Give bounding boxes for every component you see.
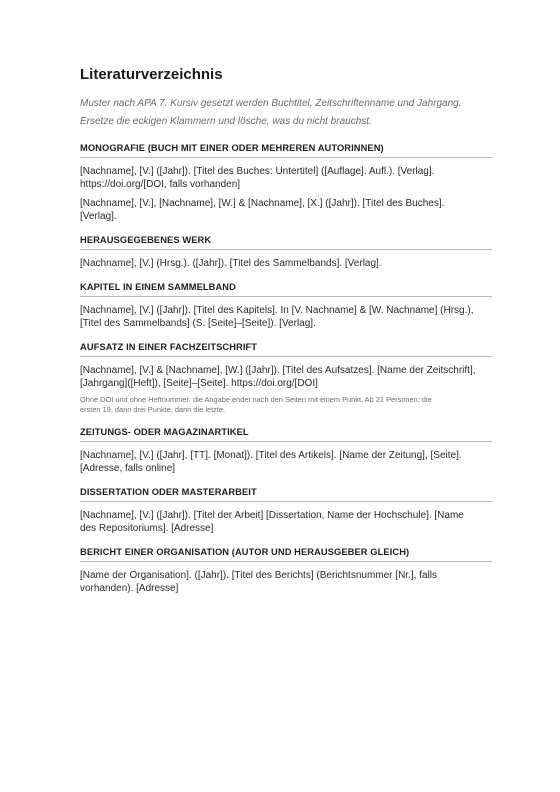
reference-entry xyxy=(80,509,492,535)
reference-entry xyxy=(80,304,492,330)
reference-entry xyxy=(80,257,492,270)
section-heading: AUFSATZ IN EINER FACHZEITSCHRIFT xyxy=(80,342,492,357)
reference-entry-line: [Adresse, falls online] xyxy=(80,463,176,474)
reference-entry-line: [Name der Organisation]. ([Jahr]). [Titel des Berichts] (Berichtsnummer [Nr.], falls xyxy=(80,570,437,581)
intro-line: Ersetze die eckigen Klammern und lösche, was du nicht brauchst. xyxy=(80,116,372,127)
reference-entry-line: [Nachname], [V.] ([Jahr]). [Titel des Buches: Untertitel] ([Auflage]. Aufl.). [Verlag]. xyxy=(80,166,435,177)
reference-entry xyxy=(80,165,492,191)
section-note-line: ersten 19, dann drei Punkte, dann die letzte. xyxy=(80,405,226,414)
reference-entry-line: [Titel des Sammelbands] (S. [Seite]–[Seite]). [Verlag]. xyxy=(80,318,316,329)
reference-section xyxy=(80,427,492,487)
reference-entry xyxy=(80,197,492,223)
reference-entry-line: [Nachname], [V.] & [Nachname], [W.] ([Jahr]). [Titel des Aufsatzes]. [Name der Zeitschrift], xyxy=(80,365,476,376)
section-heading: KAPITEL IN EINEM SAMMELBAND xyxy=(80,282,492,297)
section-heading: BERICHT EINER ORGANISATION (AUTOR UND HERAUSGEBER GLEICH) xyxy=(80,547,492,562)
reference-entry-line: [Jahrgang]([Heft]), [Seite]–[Seite]. https://doi.org/[DOI] xyxy=(80,378,318,389)
reference-section xyxy=(80,342,492,427)
reference-entry-line: des Repositoriums]. [Adresse] xyxy=(80,523,214,534)
reference-section xyxy=(80,547,492,607)
reference-section xyxy=(80,487,492,547)
reference-entry-line: [Nachname], [V.] ([Jahr], [TT]. [Monat]). [Titel des Artikels]. [Name der Zeitung], [Seite]. xyxy=(80,450,462,461)
document-title: Literaturverzeichnis xyxy=(80,66,223,83)
section-note xyxy=(80,395,492,415)
reference-section xyxy=(80,143,492,235)
reference-entry xyxy=(80,449,492,475)
section-heading: DISSERTATION ODER MASTERARBEIT xyxy=(80,487,492,502)
reference-entry-line: [Nachname], [V.] ([Jahr]). [Titel des Kapitels]. In [V. Nachname] & [W. Nachname] (Hrsg.), xyxy=(80,305,474,316)
reference-entry xyxy=(80,364,492,390)
reference-sections xyxy=(80,143,492,607)
section-heading: MONOGRAFIE (BUCH MIT EINER ODER MEHREREN AUTORINNEN) xyxy=(80,143,492,158)
intro-line: Muster nach APA 7. Kursiv gesetzt werden Buchtitel, Zeitschriftenname und Jahrgang. xyxy=(80,98,462,109)
reference-entry-line: [Nachname], [V.] (Hrsg.). ([Jahr]). [Titel des Sammelbands]. [Verlag]. xyxy=(80,258,382,269)
reference-section xyxy=(80,282,492,342)
reference-entry xyxy=(80,569,492,595)
section-heading: HERAUSGEGEBENES WERK xyxy=(80,235,492,250)
section-spacer xyxy=(80,601,492,607)
section-heading: ZEITUNGS- ODER MAGAZINARTIKEL xyxy=(80,427,492,442)
intro-text xyxy=(80,95,492,131)
reference-entry-line: https://doi.org/[DOI, falls vorhanden] xyxy=(80,179,241,190)
section-note-line: Ohne DOI und ohne Heftnummer: die Angabe endet nach den Seiten mit einem Punkt. Ab 21 Personen: die xyxy=(80,395,432,404)
reference-entry-line: [Verlag]. xyxy=(80,211,117,222)
reference-entry-line: vorhanden). [Adresse] xyxy=(80,583,179,594)
reference-entry-line: [Nachname], [V.] ([Jahr]). [Titel der Arbeit] [Dissertation, Name der Hochschule]. [Name xyxy=(80,510,464,521)
reference-section xyxy=(80,235,492,282)
reference-entry-line: [Nachname], [V.], [Nachname], [W.] & [Nachname], [X.] ([Jahr]). [Titel des Buches]. xyxy=(80,198,445,209)
